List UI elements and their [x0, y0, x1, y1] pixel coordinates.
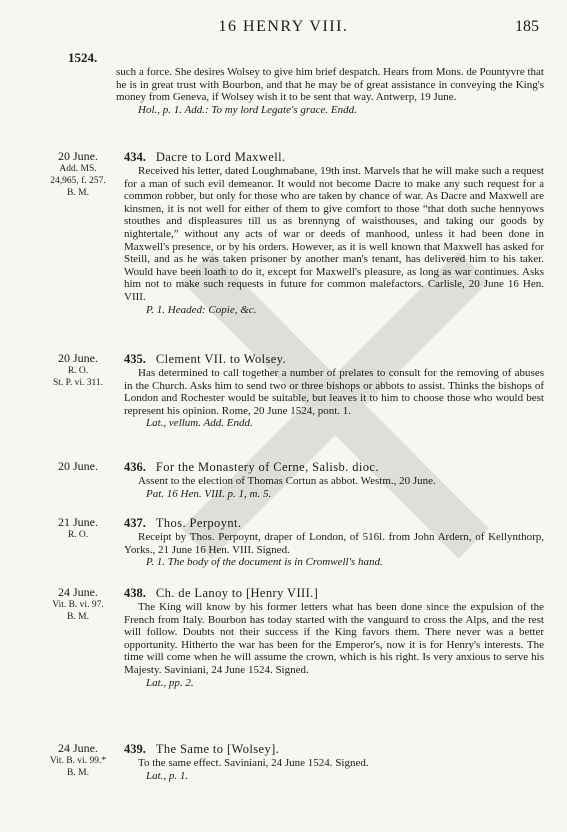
entry-ref: R. O. — [67, 530, 89, 540]
entry-heading — [124, 352, 544, 367]
entry-note: Hol., p. 1. Add.: To my lord Legate's grace. Endd. — [138, 103, 357, 116]
entry-note: P. 1. Headed: Copie, &c. — [146, 303, 257, 316]
entry-note: P. 1. The body of the document is in Cromwell's hand. — [146, 556, 383, 569]
entry-body: To the same effect. Saviniani, 24 June 1524. Signed. — [138, 757, 369, 769]
page-number: 185 — [515, 18, 539, 35]
entry-number: 437. — [124, 516, 146, 530]
entry-ref: B. M. — [67, 768, 89, 778]
entry-side — [40, 150, 116, 199]
entry-note: Lat., pp. 2. — [146, 676, 194, 689]
entry-heading — [124, 150, 544, 165]
entry-content — [124, 516, 544, 569]
year-marker: 1524. — [68, 50, 98, 65]
entry-title: Dacre to Lord Maxwell. — [155, 150, 286, 164]
entry-ref: 24,965, f. 257. — [50, 176, 106, 186]
entry-note: Pat. 16 Hen. VIII. p. 1, m. 5. — [146, 487, 272, 500]
entry-date: 21 June. — [58, 515, 98, 529]
entry-ref: B. M. — [67, 188, 89, 198]
entry-body: Has determined to call together a number of prelates to consult for the removing of abuses in the Church. Asks him to send two or three bishops or abbots to assist. Thinks the bishops of London and Rochester would be suitable, but leaves it to him to choose those who would best represent his opinion. Rome, 20 June 1524, pont. 1. — [124, 367, 544, 417]
entry-content — [124, 352, 544, 430]
entry-body: The King will know by his former letters what has been done since the expulsion of the French from Italy. Bourbon has today started with the vanguard to cross the Alps, and the rest will follow. Doubts not their success if the King favors them. There never was a better opportunity. Hitherto the war has been for the Emperor's, now it is for Henry's interests. The time will come when he will assume the crown, which is his right. Is very anxious to serve his Majesty. Saviniani, 24 June 1524. Signed. — [124, 601, 544, 676]
entry-heading — [124, 460, 544, 475]
entry-number: 434. — [124, 150, 146, 164]
entry-ref: St. P. vi. 311. — [52, 378, 104, 388]
entry-side — [40, 460, 116, 473]
entry-side — [40, 352, 116, 389]
entry-title: For the Monastery of Cerne, Salisb. dioc. — [155, 460, 379, 474]
entry-date: 20 June. — [58, 351, 98, 365]
entry-content — [124, 586, 544, 690]
entry-side — [40, 586, 116, 623]
entry-number: 438. — [124, 586, 146, 600]
entry-body: Assent to the election of Thomas Cortun as abbot. Westm., 20 June. — [138, 475, 436, 487]
entry-title: Ch. de Lanoy to [Henry VIII.] — [155, 586, 319, 600]
entry-side — [40, 742, 116, 779]
entry-date: 20 June. — [58, 149, 98, 163]
entry-number: 435. — [124, 352, 146, 366]
entry-note: Lat., p. 1. — [146, 769, 189, 782]
entry-content — [124, 150, 544, 317]
entry-side — [40, 516, 116, 541]
entry-content — [124, 742, 544, 783]
running-title: 16 HENRY VIII. — [218, 18, 349, 35]
entry-heading — [124, 742, 544, 757]
entry-title: Clement VII. to Wolsey. — [155, 352, 287, 366]
entry-ref: Vit. B. vi. 97. — [52, 600, 104, 610]
entry-body: Received his letter, dated Loughmabane, 19th inst. Marvels that he will make such a request for a man of such evil demeanor. It would not become Dacre to make any such request for a common robber, but only for those who are taken by chance of war. As Dacre and Maxwell are kinsmen, it is not well for either of them to give comfort to those “that doth suche hennyows stouthes and displeasures till us as brennyng of waisthouses, and taking our goods by nightertale,” without any acts of war or deeds of manhood, unless it had been done in Maxwell's presence, or by his orders. However, as it is well known that Maxwell has asked for Steill, and as he was taken prisoner by another man's tenant, has delivered him to his taker. Would have been loath to do it, except for Maxwell's pleasure, as long as war continues. Asks him not to make such requests in future for common malefactors. Carlisle, 20 June 16 Hen. VIII. — [124, 165, 544, 303]
entry-content — [124, 460, 544, 501]
entry-number: 436. — [124, 460, 146, 474]
page-header — [0, 18, 567, 38]
entry-body: Receipt by Thos. Perpoynt, draper of London, of 516l. from John Ardern, of Kellynthorp, Yorks., 21 June 16 Hen. VIII. Signed. — [124, 531, 544, 556]
entry-body: such a force. She desires Wolsey to give him brief despatch. Hears from Mons. de Pountyvre that he is in great trust with Bourbon, and that he may be of great assistance in conveying the King's money from Geneva, if Wolsey wish it to be sent that way. Antwerp, 19 June. — [116, 66, 544, 104]
entry-ref: Vit. B. vi. 99.* — [49, 756, 107, 766]
entry-number: 439. — [124, 742, 146, 756]
entry-heading — [124, 586, 544, 601]
entry-ref: Add. MS. — [59, 164, 97, 174]
entry-ref: R. O. — [67, 366, 89, 376]
entry-date: 24 June. — [58, 585, 98, 599]
entry-title: Thos. Perpoynt. — [155, 516, 242, 530]
entry-date: 24 June. — [58, 741, 98, 755]
entry-note: Lat., vellum. Add. Endd. — [146, 417, 253, 430]
entry-date: 20 June. — [58, 459, 98, 473]
entry-title: The Same to [Wolsey]. — [155, 742, 280, 756]
entry-heading — [124, 516, 544, 531]
entry-ref: B. M. — [67, 612, 89, 622]
